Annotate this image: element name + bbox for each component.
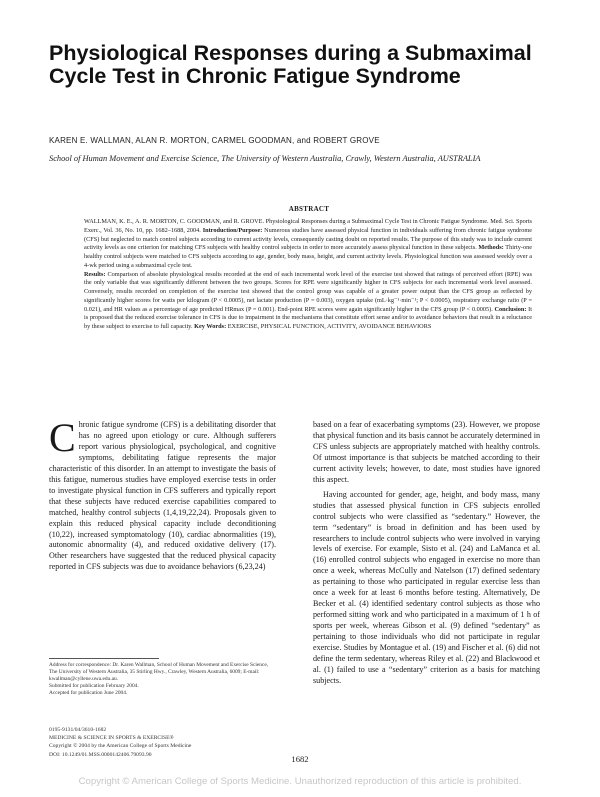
abstract-purpose: Numerous studies have assessed physical function in individuals suffering from chronic fatigue syndrome (CFS) but neglected to match control subjects according to current activity levels, consequently casting doubt on reported results. The purpose of this study was to include current activity levels as one criterion for matching CFS subjects with healthy control subjects in order to more accurately assess physical function in these subjects. bbox=[84, 226, 533, 252]
doi: DOI: 10.1249/01.MSS.0000142406.79093.90 bbox=[49, 751, 152, 758]
abstract-citation: WALLMAN, K. E., A. R. MORTON, C. GOODMAN, and R. GROVE. Physiological Responses during a Submaximal Cycle Test in Chronic Fatigue Syndrome. Med. Sci. Sports Exerc., Vol. 36, No. 10, pp. 1682–1688, 2004. bbox=[84, 218, 532, 234]
body-column-left bbox=[49, 415, 276, 573]
accepted-date: Accepted for publication June 2004. bbox=[49, 690, 128, 697]
body-paragraph: Having accounted for gender, age, height, and body mass, many studies that assessed physical function in CFS subjects enrolled control subjects who were classified as “sedentary.” However, the term “sedentary” is broad in definition and has been used by researchers to include control subjects who were involved in varying levels of exercise. For example, Sisto et al. (24) and LaManca et al. (16) enrolled control subjects who engaged in exercise no more than once a week, whereas McCully and Natelson (17) defined sedentary as pertaining to those who participated in regular exercise less than once a week for at least 6 months before testing. Alternatively, De Becker et al. (4) identified sedentary control subjects as those who performed sitting work and who participated in a maximum of 1 h of sports per week, whereas Gibson et al. (9) defined “sedentary” as pertaining to those individuals who did not participate in regular exercise. Studies by Montague et al. (19) and Fischer et al. (6) did not define the term sedentary, whereas Riley et al. (22) and Blackwood et al. (1) failed to use a “sedentary” criterion as a basis for matching subjects. bbox=[313, 489, 540, 685]
abstract-methods: Thirty-one healthy control subjects were matched to CFS subjects according to age, gender, body mass, height, and current activity levels. Physiological function was assessed weekly over a 4-wk period using a submaximal cycle test. bbox=[84, 244, 533, 269]
correspondence-footnote bbox=[49, 662, 277, 697]
copyright-watermark: Copyright © American College of Sports Medicine. Unauthorized reproduction of this article is prohibited. bbox=[78, 776, 522, 787]
drop-cap: C bbox=[49, 415, 76, 460]
abstract-results: Comparison of absolute physiological results recorded at the end of each incremental work level of the exercise test showed that ratings of perceived effort (RPE) was the only variable that was significantly different between the two groups. Scores for RPE were significantly higher in CFS subjects for each incremental work level assessed. Conversely, results recorded on completion of the exercise test showed that the control group was capable of a greater power output than the CFS group as reflected by significantly higher scores for watts per kilogram (P < 0.0005), net lactate production (P = 0.003), oxygen uptake (mL·kg⁻¹·min⁻¹; P < 0.0005), respiratory exchange ratio (P = 0.021), and HR values as a percentage of age predicted HRmax (P = 0.001). End-point RPE scores were again significantly higher in the CFS group (P < 0.0005). bbox=[84, 270, 533, 313]
abstract-body bbox=[84, 218, 532, 332]
correspondence-address: Address for correspondence: Dr. Karen Wallman, School of Human Movement and Exercise Science, The University of Western Australia, 35 Stirling Hwy., Crawley, Western Australia, 6009; E-mail: kwallman@cyllene.uwa.edu.au. bbox=[49, 662, 269, 683]
abstract-keywords-label: Key Words: bbox=[194, 323, 227, 330]
affiliation: School of Human Movement and Exercise Science, The University of Western Australia, Crawly, Western Australia, AUSTRALIA bbox=[49, 154, 481, 163]
journal-name: MEDICINE & SCIENCE IN SPORTS & EXERCISE® bbox=[49, 735, 174, 742]
abstract-keywords: EXERCISE, PHYSICAL FUNCTION, ACTIVITY, AVOIDANCE BEHAVIORS bbox=[227, 323, 432, 330]
footnote-divider bbox=[49, 658, 159, 659]
intro-paragraph bbox=[49, 415, 276, 573]
abstract-conclusion: It is proposed that the reduced exercise tolerance in CFS is due to impairment in the mechanisms that constitute effort sense and/or to avoidance behaviors that result in a reluctance by these subject to exercise to full capacity. bbox=[84, 305, 532, 330]
journal-copyright: Copyright © 2004 by the American College of Sports Medicine bbox=[49, 743, 192, 750]
body-paragraph: based on a fear of exacerbating symptoms (23). However, we propose that physical function and its basis cannot be accurately determined in CFS unless subjects are appropriately matched with healthy controls. Of utmost importance is that subjects be matched according to their current activity levels; however, to date, most studies have ignored this aspect. bbox=[313, 420, 541, 484]
abstract-methods-label: Methods: bbox=[478, 244, 504, 252]
body-column-right bbox=[313, 420, 540, 687]
intro-text: hronic fatigue syndrome (CFS) is a debilitating disorder that has no agreed upon etiology or cure. Although sufferers report various physiological, psychological, and cognitive symptoms, debilitating fatigue represents the major characteristic of this disorder. In an attempt to investigate the basis of this fatigue, numerous studies have employed exercise tests in order to investigate physical function in CFS sufferers and typically report that these subjects have reduced exercise capabilities compared to matched, healthy control subjects (1,4,19,22,24). Proposals given to explain this reduced physical capacity include deconditioning (10,22), increased symptomatology (10), cardiac abnormalities (19), autonomic abnormality (4), and reduced oxidative delivery (17). Other researchers have suggested that the reduced physical capacity reported in CFS subjects was due to avoidance behaviors (6,23,24) bbox=[49, 420, 276, 572]
page-number: 1682 bbox=[291, 754, 309, 764]
issn: 0195-9131/04/3610-1682 bbox=[49, 727, 107, 733]
author-list: KAREN E. WALLMAN, ALAN R. MORTON, CARMEL GOODMAN, and ROBERT GROVE bbox=[49, 136, 380, 145]
abstract-purpose-label: Introduction/Purpose: bbox=[202, 226, 263, 234]
paper-title: Physiological Responses during a Submaximal Cycle Test in Chronic Fatigue Syndrome bbox=[49, 41, 532, 88]
abstract-conclusion-label: Conclusion: bbox=[494, 305, 527, 313]
abstract-heading: ABSTRACT bbox=[288, 205, 330, 213]
submitted-date: Submitted for publication February 2004. bbox=[49, 683, 139, 690]
abstract-results-label: Results: bbox=[84, 270, 106, 278]
